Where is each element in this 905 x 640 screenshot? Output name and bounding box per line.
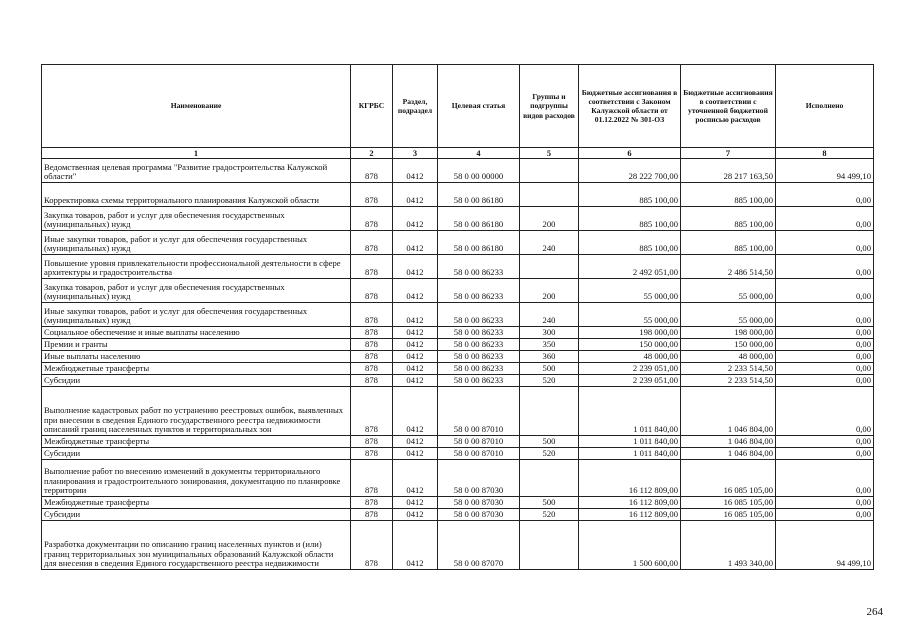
table-header-row [42,65,874,148]
row-kgrbs: 878 [351,521,393,570]
row-target: 58 0 00 86180 [438,183,520,207]
table-row [42,509,874,521]
row-roster: 885 100,00 [681,231,776,255]
row-kgrbs: 878 [351,509,393,521]
row-name: Корректировка схемы территориального планирования Калужской области [42,183,351,207]
row-section: 0412 [393,351,438,363]
row-group: 240 [520,231,579,255]
table-row [42,303,874,327]
row-kgrbs: 878 [351,207,393,231]
row-law: 885 100,00 [579,183,681,207]
row-group: 500 [520,363,579,375]
row-target: 58 0 00 87030 [438,497,520,509]
row-name: Межбюджетные трансферты [42,497,351,509]
row-name: Выполнение кадастровых работ по устранению реестровых ошибок, выявленных при внесении в сведения Единого государственного реестра недвижимости описаний границ населенных пунктов и территориальных зон [42,387,351,436]
row-target: 58 0 00 86180 [438,231,520,255]
row-roster: 55 000,00 [681,279,776,303]
row-executed: 0,00 [776,303,874,327]
row-law: 1 011 840,00 [579,436,681,448]
row-executed: 0,00 [776,436,874,448]
row-law: 1 011 840,00 [579,448,681,460]
row-roster: 16 085 105,00 [681,497,776,509]
row-group: 500 [520,436,579,448]
row-roster: 55 000,00 [681,303,776,327]
row-roster: 885 100,00 [681,207,776,231]
row-group [520,387,579,436]
row-target: 58 0 00 86233 [438,327,520,339]
row-roster: 48 000,00 [681,351,776,363]
row-group: 240 [520,303,579,327]
row-name: Разработка документации по описанию границ населенных пунктов и (или) границ территориальных зон муниципальных образований Калужской области для внесения в сведения Единого государственного реестра недвижимости [42,521,351,570]
row-roster: 28 217 163,50 [681,159,776,183]
column-number: 6 [579,148,681,159]
row-roster: 1 493 340,00 [681,521,776,570]
row-kgrbs: 878 [351,351,393,363]
row-section: 0412 [393,207,438,231]
row-section: 0412 [393,387,438,436]
table-row [42,183,874,207]
column-number-row [42,148,874,159]
row-law: 2 239 051,00 [579,375,681,387]
row-roster: 2 486 514,50 [681,255,776,279]
row-name: Субсидии [42,448,351,460]
row-section: 0412 [393,521,438,570]
table-row [42,460,874,497]
row-kgrbs: 878 [351,183,393,207]
table-row [42,231,874,255]
row-law: 885 100,00 [579,207,681,231]
row-executed: 0,00 [776,339,874,351]
row-kgrbs: 878 [351,159,393,183]
row-law: 16 112 809,00 [579,497,681,509]
row-kgrbs: 878 [351,327,393,339]
row-section: 0412 [393,497,438,509]
row-kgrbs: 878 [351,375,393,387]
row-section: 0412 [393,509,438,521]
row-section: 0412 [393,327,438,339]
row-law: 48 000,00 [579,351,681,363]
header-law: Бюджетные ассигнования в соответствии с Законом Калужской области от 01.12.2022 № 301-ОЗ [579,65,681,148]
table-row [42,521,874,570]
row-target: 58 0 00 86233 [438,279,520,303]
row-group: 500 [520,497,579,509]
row-law: 55 000,00 [579,279,681,303]
header-name: Наименование [42,65,351,148]
row-group: 300 [520,327,579,339]
table-body [42,159,874,570]
row-roster: 16 085 105,00 [681,460,776,497]
row-executed: 0,00 [776,351,874,363]
row-target: 58 0 00 87030 [438,460,520,497]
row-name: Закупка товаров, работ и услуг для обеспечения государственных (муниципальных) нужд [42,279,351,303]
row-law: 16 112 809,00 [579,460,681,497]
row-section: 0412 [393,460,438,497]
row-section: 0412 [393,339,438,351]
table-row [42,327,874,339]
row-roster: 1 046 804,00 [681,387,776,436]
row-kgrbs: 878 [351,255,393,279]
header-section: Раздел, подраздел [393,65,438,148]
row-executed: 0,00 [776,375,874,387]
row-executed: 94 499,10 [776,159,874,183]
row-kgrbs: 878 [351,460,393,497]
row-name: Межбюджетные трансферты [42,436,351,448]
row-target: 58 0 00 86233 [438,255,520,279]
row-name: Иные закупки товаров, работ и услуг для обеспечения государственных (муниципальных) нужд [42,231,351,255]
row-roster: 150 000,00 [681,339,776,351]
row-target: 58 0 00 86233 [438,363,520,375]
row-roster: 2 233 514,50 [681,363,776,375]
table-row [42,448,874,460]
column-number: 3 [393,148,438,159]
row-executed: 0,00 [776,183,874,207]
row-executed: 0,00 [776,255,874,279]
column-number: 7 [681,148,776,159]
row-law: 198 000,00 [579,327,681,339]
row-law: 1 500 600,00 [579,521,681,570]
row-target: 58 0 00 86233 [438,303,520,327]
row-executed: 94 499,10 [776,521,874,570]
row-group [520,183,579,207]
row-executed: 0,00 [776,509,874,521]
row-target: 58 0 00 00000 [438,159,520,183]
row-kgrbs: 878 [351,497,393,509]
row-group: 520 [520,448,579,460]
column-number: 4 [438,148,520,159]
row-kgrbs: 878 [351,448,393,460]
row-law: 2 239 051,00 [579,363,681,375]
row-group: 200 [520,207,579,231]
table-row [42,387,874,436]
row-roster: 885 100,00 [681,183,776,207]
row-kgrbs: 878 [351,231,393,255]
column-number: 8 [776,148,874,159]
row-target: 58 0 00 86233 [438,351,520,363]
table-row [42,279,874,303]
row-executed: 0,00 [776,231,874,255]
row-law: 28 222 700,00 [579,159,681,183]
row-group [520,460,579,497]
row-law: 2 492 051,00 [579,255,681,279]
row-name: Социальное обеспечение и иные выплаты населению [42,327,351,339]
row-law: 885 100,00 [579,231,681,255]
row-name: Иные закупки товаров, работ и услуг для обеспечения государственных (муниципальных) нужд [42,303,351,327]
table-row [42,207,874,231]
row-name: Повышение уровня привлекательности профессиональной деятельности в сфере архитектуры и градостроительства [42,255,351,279]
table-row [42,255,874,279]
row-target: 58 0 00 87010 [438,436,520,448]
row-target: 58 0 00 87030 [438,509,520,521]
row-section: 0412 [393,279,438,303]
header-target: Целевая статья [438,65,520,148]
row-name: Иные выплаты населению [42,351,351,363]
row-executed: 0,00 [776,497,874,509]
row-kgrbs: 878 [351,279,393,303]
row-group: 520 [520,509,579,521]
row-executed: 0,00 [776,460,874,497]
page-number: 264 [866,606,883,618]
row-group: 520 [520,375,579,387]
column-number: 5 [520,148,579,159]
header-executed: Исполнено [776,65,874,148]
row-roster: 2 233 514,50 [681,375,776,387]
row-section: 0412 [393,255,438,279]
row-executed: 0,00 [776,279,874,303]
row-group: 350 [520,339,579,351]
table-row [42,363,874,375]
row-group [520,521,579,570]
row-target: 58 0 00 86180 [438,207,520,231]
row-kgrbs: 878 [351,303,393,327]
row-name: Субсидии [42,375,351,387]
row-group: 200 [520,279,579,303]
header-kgrbs: КГРБС [351,65,393,148]
header-group: Группы и подгруппы видов расходов [520,65,579,148]
budget-table [41,64,874,570]
row-group [520,255,579,279]
row-target: 58 0 00 86233 [438,375,520,387]
row-section: 0412 [393,231,438,255]
row-section: 0412 [393,159,438,183]
row-law: 1 011 840,00 [579,387,681,436]
row-kgrbs: 878 [351,387,393,436]
row-name: Ведомственная целевая программа "Развитие градостроительства Калужской области" [42,159,351,183]
table-row [42,159,874,183]
row-section: 0412 [393,436,438,448]
row-roster: 1 046 804,00 [681,448,776,460]
row-executed: 0,00 [776,448,874,460]
table-row [42,351,874,363]
row-executed: 0,00 [776,207,874,231]
table-row [42,339,874,351]
row-section: 0412 [393,448,438,460]
row-section: 0412 [393,303,438,327]
row-roster: 198 000,00 [681,327,776,339]
row-name: Премии и гранты [42,339,351,351]
row-name: Межбюджетные трансферты [42,363,351,375]
row-group: 360 [520,351,579,363]
row-target: 58 0 00 87010 [438,387,520,436]
row-section: 0412 [393,183,438,207]
row-law: 55 000,00 [579,303,681,327]
row-name: Выполнение работ по внесению изменений в документы территориального планирования и градостроительного зонирования, документацию по планировке территории [42,460,351,497]
table-row [42,497,874,509]
row-target: 58 0 00 87070 [438,521,520,570]
row-law: 16 112 809,00 [579,509,681,521]
row-roster: 1 046 804,00 [681,436,776,448]
row-group [520,159,579,183]
row-executed: 0,00 [776,327,874,339]
header-roster: Бюджетные ассигнования в соответствии с уточненной бюджетной росписью расходов [681,65,776,148]
row-executed: 0,00 [776,387,874,436]
row-target: 58 0 00 87010 [438,448,520,460]
row-roster: 16 085 105,00 [681,509,776,521]
row-law: 150 000,00 [579,339,681,351]
column-number: 1 [42,148,351,159]
column-number: 2 [351,148,393,159]
row-name: Субсидии [42,509,351,521]
row-kgrbs: 878 [351,339,393,351]
row-kgrbs: 878 [351,363,393,375]
table-row [42,436,874,448]
row-section: 0412 [393,363,438,375]
row-executed: 0,00 [776,363,874,375]
table-row [42,375,874,387]
row-section: 0412 [393,375,438,387]
row-name: Закупка товаров, работ и услуг для обеспечения государственных (муниципальных) нужд [42,207,351,231]
row-target: 58 0 00 86233 [438,339,520,351]
row-kgrbs: 878 [351,436,393,448]
